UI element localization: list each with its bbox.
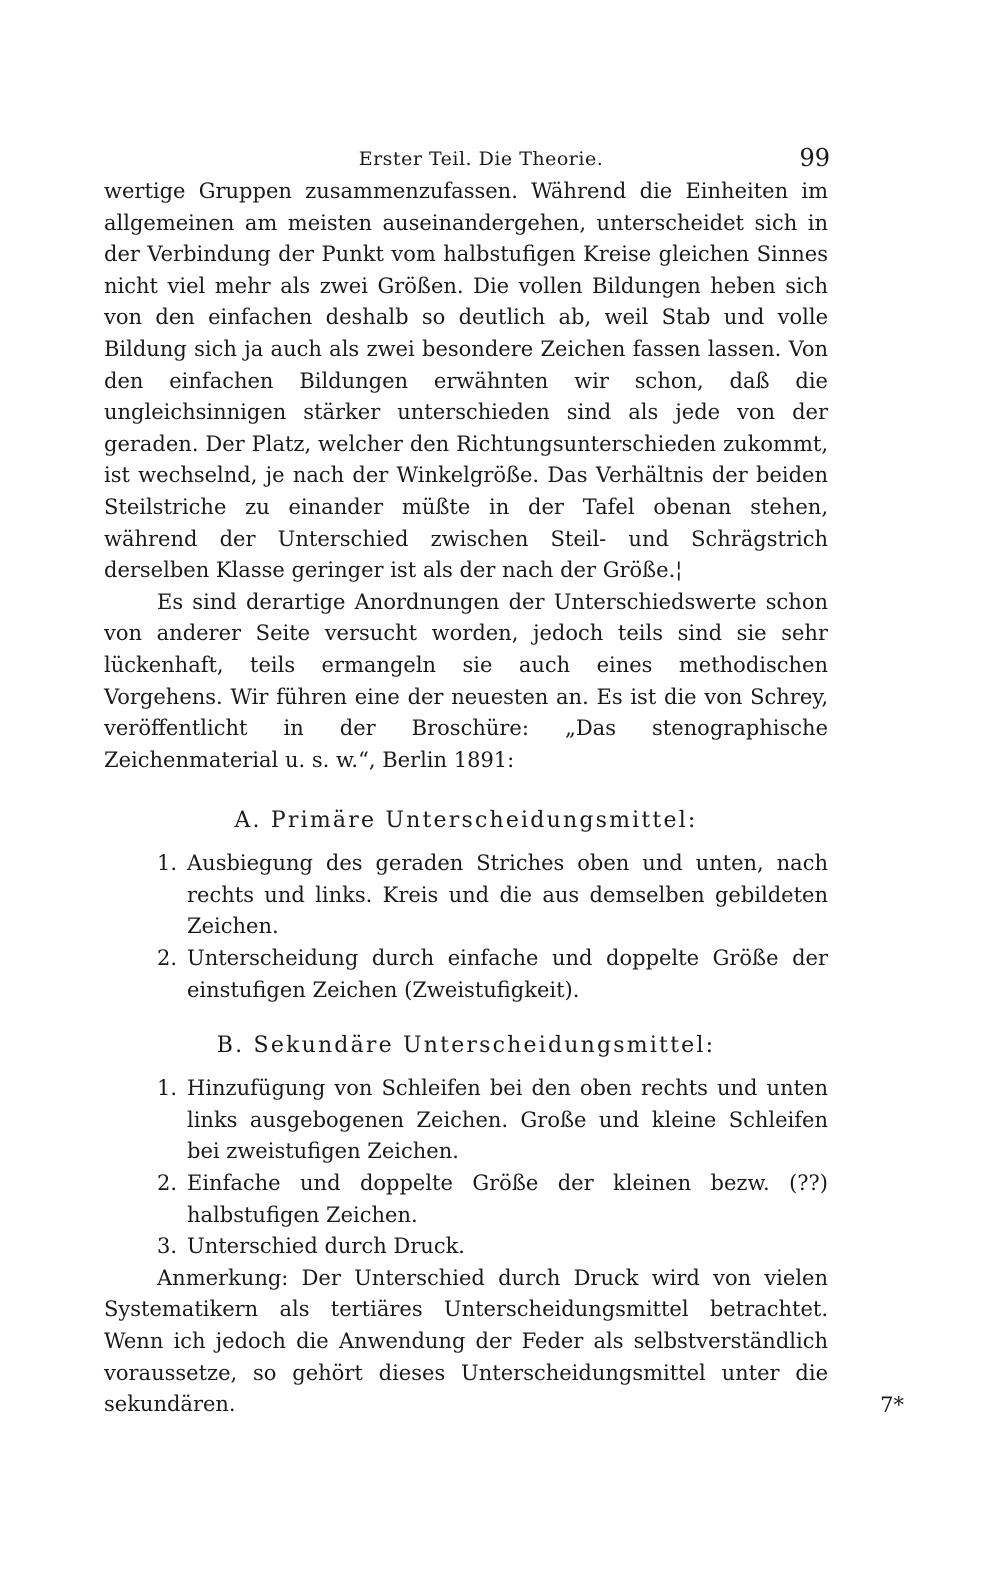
- section-b-heading: B. Sekundäre Unterscheidungsmittel:: [216, 1033, 716, 1059]
- running-title: Erster Teil. Die Theorie.: [358, 148, 604, 170]
- paragraph-2: Es sind derartige Anordnungen der Unterschiedswerte schon von anderer Seite versucht worden, jedoch teils sind sie sehr lückenhaft, teils ermangeln sie auch eines methodischen Vorgehens. Wir führen eine der neuesten an. Es ist die von Schrey, veröffentlicht in der Broschüre: „Das stenographische Zeichenmaterial u. s. w.“, Berlin 1891:: [104, 589, 828, 772]
- list-item-text: Ausbiegung des geraden Striches oben und unten, nach rechts und links. Kreis und die aus demselben gebildeten Zeichen.: [187, 851, 828, 939]
- list-item-text: Unterscheidung durch einfache und doppelte Größe der einstufigen Zeichen (Zweistufigkeit).: [187, 946, 828, 1002]
- list-item: [104, 943, 828, 1006]
- list-item-text: Einfache und doppelte Größe der kleinen bezw. (??) halbstufigen Zeichen.: [187, 1171, 828, 1227]
- signature-mark: 7*: [880, 1393, 904, 1417]
- list-item-text: Hinzufügung von Schleifen bei den oben rechts und unten links ausgebogenen Zeichen. Große und kleine Schleifen bei zweistufigen Zeichen.: [187, 1076, 828, 1164]
- list-item-number: 1.: [157, 851, 178, 876]
- list-item-number: 2.: [157, 1171, 178, 1196]
- list-item-number: 3.: [157, 1234, 178, 1259]
- list-item: [104, 848, 828, 943]
- page-header: [104, 140, 828, 176]
- list-item: [104, 1073, 828, 1168]
- section-b-list: [104, 1073, 828, 1263]
- list-item-text: Unterschied durch Druck.: [187, 1234, 465, 1259]
- paragraph-1: wertige Gruppen zusammenzufassen. Während die Einheiten im allgemeinen am meisten auseinandergehen, unterscheidet sich in der Verbindung der Punkt vom halbstufigen Kreise gleichen Sinnes nicht viel mehr als zwei Größen. Die vollen Bildungen heben sich von den einfachen deshalb so deutlich ab, weil Stab und volle Bildung sich ja auch als zwei besondere Zeichen fassen lassen. Von den einfachen Bildungen erwähnten wir schon, daß die ungleichsinnigen stärker unterschieden sind als jede von der geraden. Der Platz, welcher den Richtungsunterschieden zukommt, ist wechselnd, je nach der Winkelgröße. Das Verhältnis der beiden Steilstriche zu einander müßte in der Tafel obenan stehen, während der Unterschied zwischen Steil- und Schrägstrich derselben Klasse geringer ist als der nach der Größe.¦: [104, 179, 828, 583]
- section-a-list: [104, 848, 828, 1006]
- list-item-number: 2.: [157, 946, 178, 971]
- list-item: [104, 1168, 828, 1231]
- note-paragraph: Anmerkung: Der Unterschied durch Druck wird von vielen Systematikern als tertiäres Unterscheidungsmittel betrachtet. Wenn ich jedoch die Anwendung der Feder als selbstverständlich voraussetze, so gehört dieses Unterscheidungsmittel unter die sekundären.: [104, 1265, 828, 1417]
- book-page: [104, 140, 828, 1540]
- section-a-heading: A. Primäre Unterscheidungsmittel:: [234, 808, 698, 834]
- page-number: 99: [799, 144, 830, 172]
- list-item: [104, 1231, 828, 1263]
- list-item-number: 1.: [157, 1076, 178, 1101]
